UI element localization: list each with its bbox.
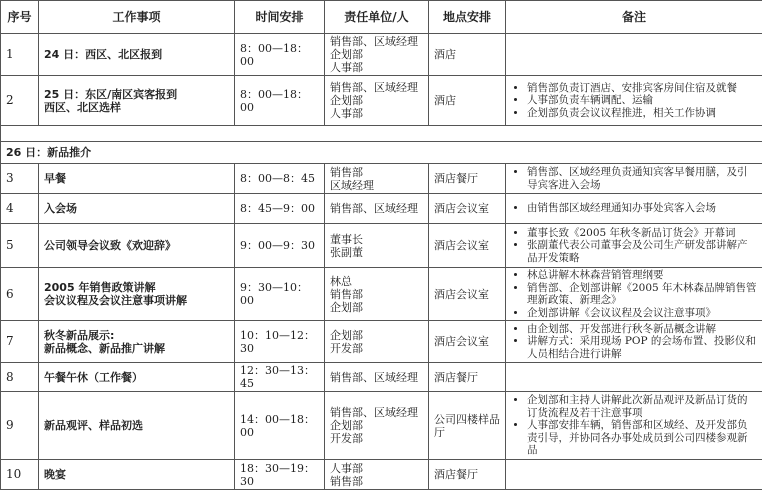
cell-notes (506, 460, 762, 490)
table-row (1, 363, 762, 392)
cell-time: 9：00—9：30 (235, 224, 325, 268)
cell-resp (325, 164, 429, 194)
cell-place: 酒店餐厅 (429, 460, 506, 490)
cell-place: 酒店 (429, 76, 506, 126)
cell-notes (506, 224, 762, 268)
cell-line: 张副董 (330, 245, 363, 259)
header-time: 时间安排 (235, 1, 325, 34)
cell-line: 企划部 (330, 48, 363, 61)
cell-line: 董事长 (330, 232, 363, 246)
header-resp: 责任单位/人 (325, 1, 429, 34)
cell-task (39, 34, 235, 76)
cell-line: 销售部、区域经理 (330, 81, 418, 94)
cell-no: 5 (1, 224, 39, 268)
cell-line: 企划部 (330, 328, 363, 342)
cell-task (39, 194, 235, 224)
cell-time: 8：45—9：00 (235, 194, 325, 224)
header-place: 地点安排 (429, 1, 506, 34)
cell-no: 1 (1, 34, 39, 76)
cell-task (39, 460, 235, 490)
note-item: • 由销售部区域经理通知办事处宾客入会场 (527, 202, 757, 215)
cell-line: 开发部 (330, 432, 363, 445)
cell-no: 6 (1, 268, 39, 321)
cell-line: 入会场 (44, 202, 77, 215)
header-task: 工作事项 (39, 1, 235, 34)
cell-resp (325, 268, 429, 321)
cell-time: 8：00—18：00 (235, 76, 325, 126)
cell-notes (506, 268, 762, 321)
cell-line: 2005 年销售政策讲解 (44, 281, 156, 294)
cell-time: 12：30—13：45 (235, 363, 325, 392)
cell-line: 24 日：西区、北区报到 (44, 48, 163, 61)
cell-resp (325, 76, 429, 126)
note-item: • 林总讲解木林森营销管理纲要 (527, 269, 757, 282)
cell-place: 酒店餐厅 (429, 164, 506, 194)
cell-line: 销售部 (330, 287, 363, 301)
cell-notes (506, 321, 762, 363)
cell-notes (506, 76, 762, 126)
cell-line: 新品观评、样品初选 (44, 419, 143, 432)
cell-time: 14：00—18：00 (235, 392, 325, 460)
cell-line: 公司领导会议致《欢迎辞》 (44, 239, 176, 252)
table-row (1, 392, 762, 460)
cell-task (39, 76, 235, 126)
note-item: • 人事部负责车辆调配、运输 (527, 94, 757, 107)
note-item: • 销售部、区域经理负责通知宾客早餐用膳，及引导宾客进入会场 (527, 166, 757, 191)
cell-line: 西区、北区选样 (44, 100, 121, 114)
cell-notes (506, 164, 762, 194)
cell-place: 酒店会议室 (429, 268, 506, 321)
cell-resp (325, 460, 429, 490)
cell-line: 企划部 (330, 300, 363, 314)
cell-resp (325, 224, 429, 268)
spacer-cell (1, 126, 762, 142)
table-row (1, 268, 762, 321)
note-item: • 企划部讲解《会议议程及会议注意事项》 (527, 307, 757, 320)
cell-line: 销售部 (330, 165, 363, 179)
cell-no: 9 (1, 392, 39, 460)
cell-line: 人事部 (330, 107, 363, 120)
cell-notes (506, 34, 762, 76)
cell-task (39, 321, 235, 363)
cell-resp (325, 34, 429, 76)
cell-no: 2 (1, 76, 39, 126)
note-item: • 张副董代表公司董事会及公司生产研发部讲解产品开发策略 (527, 239, 757, 264)
cell-place: 公司四楼样品厅 (429, 392, 506, 460)
note-item: • 人事部安排车辆，销售部和区域经、及开发部负责引导，并协同各办事处成员到公司四楼参观新品 (527, 419, 757, 457)
cell-resp (325, 321, 429, 363)
cell-notes (506, 194, 762, 224)
table-row (1, 194, 762, 224)
cell-time: 10：10—12：30 (235, 321, 325, 363)
table-row (1, 224, 762, 268)
day-row (1, 142, 762, 164)
cell-task (39, 268, 235, 321)
cell-place: 酒店餐厅 (429, 363, 506, 392)
note-item: • 讲解方式：采用现场 POP 的会场布置、投影仪和人员相结合进行讲解 (527, 335, 757, 360)
cell-line: 企划部 (330, 419, 363, 432)
cell-line: 销售部、区域经理 (330, 406, 418, 419)
table-row (1, 76, 762, 126)
cell-no: 7 (1, 321, 39, 363)
cell-place: 酒店会议室 (429, 321, 506, 363)
note-item: • 企划部负责会议议程推进，相关工作协调 (527, 107, 757, 120)
day-label: 26 日：新品推介 (1, 142, 762, 164)
note-item: • 董事长致《2005 年秋冬新品订货会》开幕词 (527, 227, 757, 240)
cell-place: 酒店 (429, 34, 506, 76)
cell-time: 18：30—19：30 (235, 460, 325, 490)
cell-line: 销售部、区域经理 (330, 35, 418, 48)
cell-time: 9：30—10：00 (235, 268, 325, 321)
cell-no: 8 (1, 363, 39, 392)
cell-time: 8：00—18：00 (235, 34, 325, 76)
table-row (1, 460, 762, 490)
table-row (1, 34, 762, 76)
header-notes: 备注 (506, 1, 762, 34)
cell-no: 3 (1, 164, 39, 194)
cell-task (39, 224, 235, 268)
cell-line: 会议议程及会议注意事项讲解 (44, 294, 187, 307)
cell-line: 人事部 (330, 461, 363, 475)
cell-line: 企划部 (330, 94, 363, 107)
cell-line: 林总 (330, 274, 352, 288)
cell-line: 销售部、区域经理 (330, 202, 418, 215)
cell-line: 销售部 (330, 474, 363, 488)
cell-line: 新品概念、新品推广讲解 (44, 341, 165, 355)
cell-line: 秋冬新品展示: (44, 328, 115, 342)
cell-resp (325, 194, 429, 224)
note-item: • 销售部负责订酒店、安排宾客房间住宿及就餐 (527, 82, 757, 95)
spacer-row (1, 126, 762, 142)
cell-line: 区域经理 (330, 178, 374, 192)
cell-line: 早餐 (44, 172, 66, 185)
cell-place: 酒店会议室 (429, 194, 506, 224)
cell-task (39, 392, 235, 460)
cell-no: 10 (1, 460, 39, 490)
cell-notes (506, 363, 762, 392)
cell-notes (506, 392, 762, 460)
cell-line: 午餐午休（工作餐） (44, 370, 143, 384)
table-row (1, 164, 762, 194)
note-item: • 由企划部、开发部进行秋冬新品概念讲解 (527, 323, 757, 336)
note-item: • 销售部、企划部讲解《2005 年木林森品牌销售管理新政策、新理念》 (527, 282, 757, 307)
cell-line: 销售部、区域经理 (330, 370, 418, 384)
cell-line: 25 日：东区/南区宾客报到 (44, 87, 178, 101)
cell-line: 开发部 (330, 341, 363, 355)
cell-place: 酒店会议室 (429, 224, 506, 268)
header-no: 序号 (1, 1, 39, 34)
cell-resp (325, 392, 429, 460)
cell-task (39, 363, 235, 392)
header-row (1, 1, 762, 34)
cell-task (39, 164, 235, 194)
cell-resp (325, 363, 429, 392)
table-row (1, 321, 762, 363)
cell-line: 晚宴 (44, 468, 66, 481)
note-item: • 企划部和主持人讲解此次新品观评及新品订货的订货流程及若干注意事项 (527, 394, 757, 419)
cell-no: 4 (1, 194, 39, 224)
cell-time: 8：00—8：45 (235, 164, 325, 194)
cell-line: 人事部 (330, 61, 363, 74)
